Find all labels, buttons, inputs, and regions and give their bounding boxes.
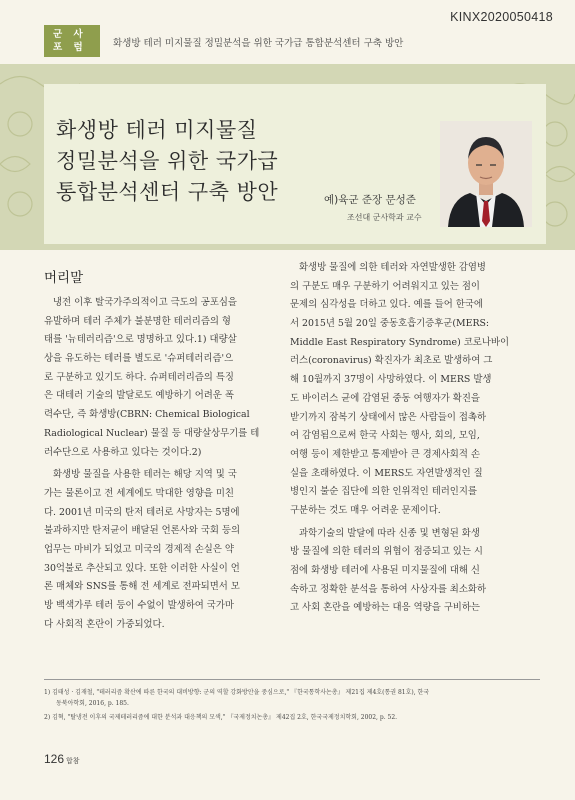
left-line-8: Radiological Nuclear) 물질 등 대량살상무기를 테 xyxy=(44,427,260,439)
left-line-14: 업무는 마비가 되었고 미국의 경제적 손실은 약 xyxy=(44,543,234,555)
left-line-9: 러수단으로 사용하고 있다는 것이다.2) xyxy=(44,446,202,458)
section-heading: 머리말 xyxy=(44,270,84,286)
right-line-18: 속하고 정확한 분석을 통하여 사상자를 최소화하 xyxy=(290,583,487,595)
right-line-15: 과학기술의 발달에 따라 신종 및 변형된 화생 xyxy=(299,527,480,539)
footnote-1-line-1: 1) 김태성 · 김재철, "테러리즘 확산에 따른 한국의 대비방향: 군의 역할 강화방안을 중심으로," 『한국통학사논총』 제21집 제4호(통권 81호), 한국 xyxy=(44,689,430,696)
footnote-1-line-2: 동북아학회, 2016, p. 185. xyxy=(56,700,129,707)
left-line-4: 상을 유도하는 테러를 별도로 '슈퍼테러리즘'으 xyxy=(44,353,234,365)
footnote-2 xyxy=(44,712,540,723)
right-line-13: 병인지 불순 집단에 의한 인위적인 테러인지를 xyxy=(290,486,477,498)
footnote-1 xyxy=(44,687,540,709)
section-tag-line-2: 포 럼 xyxy=(53,42,87,53)
left-line-2: 유발하며 테러 주체가 불분명한 테러리즘의 형 xyxy=(44,315,231,327)
left-line-13: 불과하지만 탄저균이 배달된 언론사와 국회 등의 xyxy=(44,525,241,537)
left-line-7: 력수단, 즉 화생방(CBRN: Chemical Biological xyxy=(44,409,250,421)
right-line-14: 구분하는 것도 매우 어려운 문제이다. xyxy=(290,504,441,516)
left-line-17: 방 백색가루 테러 등이 수없이 발생하여 국가마 xyxy=(44,600,234,611)
right-column xyxy=(290,259,522,618)
left-line-6: 은 대테러 기술의 발달로도 예방하기 어려운 폭 xyxy=(44,390,234,402)
right-line-1: 화생방 물질에 의한 테러와 자연발생한 감염병 xyxy=(299,262,486,273)
right-line-7: 해 10월까지 37명이 사망하였다. 이 MERS 발생 xyxy=(290,374,492,386)
left-line-15: 30억불로 추산되고 있다. 또한 이러한 사실이 언 xyxy=(44,562,240,574)
title-line-2: 정밀분석을 위한 국가급 xyxy=(56,149,279,173)
left-line-18: 다 사회적 혼란이 가중되었다. xyxy=(44,618,165,630)
document-id: KINX2020050418 xyxy=(450,10,553,24)
right-line-16: 방 물질에 의한 테러의 위협이 점증되고 있는 시 xyxy=(290,546,483,558)
author-name: 예)육군 준장 문성준 xyxy=(324,194,416,206)
right-line-11: 여행 등이 제한받고 통제받아 큰 경제사회적 손 xyxy=(290,448,480,460)
left-line-11: 가는 물론이고 전 세계에도 막대한 영향을 미친 xyxy=(44,487,234,499)
left-line-5: 로 구분하고 있기도 하다. 슈퍼테러리즘의 특징 xyxy=(44,371,234,383)
right-line-12: 실을 초래하였다. 이 MERS도 자연발생적인 질 xyxy=(290,467,483,479)
left-line-1: 냉전 이후 탈국가주의적이고 극도의 공포심을 xyxy=(53,297,237,308)
title-line-3: 통합분석센터 구축 방안 xyxy=(56,180,279,204)
left-column xyxy=(44,294,276,634)
author-affiliation: 조선대 군사학과 교수 xyxy=(347,213,422,222)
right-line-2: 의 구분도 매우 구분하기 어려워지고 있는 점이 xyxy=(290,280,480,292)
right-line-19: 고 사회 혼란을 예방하는 대응 역량을 구비하는 xyxy=(290,602,480,614)
right-line-5: Middle East Respiratory Syndrome) 코로나바이 xyxy=(290,336,510,348)
section-tag xyxy=(44,25,100,57)
left-line-12: 다. 2001년 미국의 탄저 테러로 사망자는 5명에 xyxy=(44,506,240,518)
page-number-value: 126 xyxy=(44,752,65,766)
footnote-2-line-1: 2) 김혁, "탈냉전 이후의 국제테러리즘에 대한 분석과 대응책의 모색," 『국제정치논총』 제42집 2호, 한국국제정치학회, 2002, p. 52. xyxy=(44,714,398,721)
right-line-8: 도 바이러스 균에 감염된 중동 여행자가 확진을 xyxy=(290,392,480,404)
author-photo xyxy=(440,121,532,227)
right-line-3: 문제의 심각성을 더하고 있다. 예를 들어 한국에 xyxy=(290,299,483,311)
right-line-6: 러스(coronavirus) 확진자가 최초로 발생하여 그 xyxy=(290,355,493,367)
left-line-10: 화생방 물질을 사용한 테러는 해당 지역 및 국 xyxy=(53,469,237,481)
right-line-4: 서 2015년 5월 20일 중동호흡기증후군(MERS: xyxy=(290,318,490,330)
left-line-16: 론 매체와 SNS를 통해 전 세계로 전파되면서 모 xyxy=(44,581,240,593)
right-line-9: 받기까지 잠복기 상태에서 많은 사람들이 접촉하 xyxy=(290,411,487,423)
article-title xyxy=(56,115,316,208)
title-line-1: 화생방 테러 미지물질 xyxy=(56,118,258,142)
magazine-name: 합참 xyxy=(66,758,80,765)
section-tag-line-1: 군 사 xyxy=(53,29,87,40)
right-line-10: 여 감염됨으로써 한국 사회는 행사, 회의, 모임, xyxy=(290,430,480,442)
page-number xyxy=(44,752,80,766)
left-line-3: 태를 '뉴테러리즘'으로 명명하고 있다.1) 대량살 xyxy=(44,334,237,346)
right-line-17: 점에 화생방 테러에 사용된 미지물질에 대해 신 xyxy=(290,565,480,576)
footnote-rule xyxy=(44,679,540,680)
running-title: 화생방 테러 미지물질 정밀분석을 위한 국가급 통합분석센터 구축 방안 xyxy=(113,38,404,49)
